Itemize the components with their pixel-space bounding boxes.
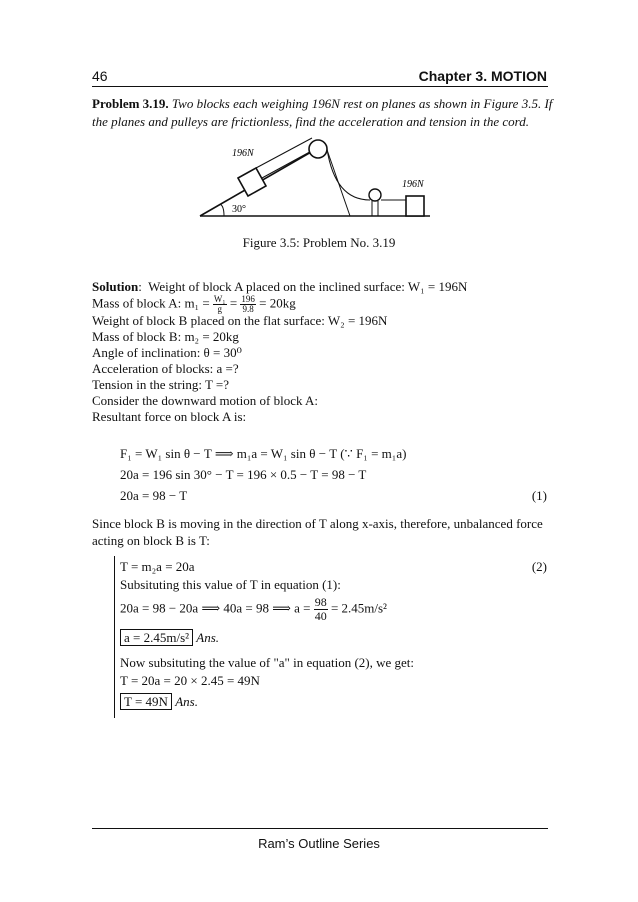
solution-line-3: Weight of block B placed on the flat surface: W₂ = 196N (92, 313, 388, 328)
problem-line-2 (92, 114, 529, 130)
answer-acceleration (120, 630, 219, 646)
solution-lead: Solution (92, 279, 139, 294)
label-block-a: 196N (232, 148, 254, 159)
solution-line-4: Mass of block B: m₂ = 20kg (92, 329, 239, 344)
fraction-w1-g (213, 295, 227, 314)
left-margin-bar (114, 556, 115, 718)
frac-num: 98 (314, 595, 327, 609)
eq5-prefix: 20a = 98 − 20a ⟹ 40a = 98 ⟹ a = (120, 600, 311, 616)
solution-line-9: Resultant force on block A is: (92, 409, 247, 424)
solution-line-7: Tension in the string: T =? (92, 377, 230, 392)
footer-series: Ram’s Outline Series (258, 836, 380, 851)
label-block-b: 196N (402, 179, 424, 190)
problem-line-1 (92, 96, 552, 112)
mass-a-prefix: Mass of block A: m₁ = (92, 295, 210, 311)
problem-label: Problem 3.19. (92, 96, 169, 111)
frac-den: g (217, 304, 222, 314)
substitution-note-1: Subsituting this value of T in equation (1): (120, 577, 341, 592)
mass-a-suffix: = 20kg (259, 295, 296, 311)
equation-6: T = 20a = 20 × 2.45 = 49N (120, 673, 260, 688)
header-rule (92, 86, 548, 87)
equation-3: 20a = 98 − T (120, 488, 188, 503)
footer-rule (92, 828, 548, 829)
equation-4: T = m₂a = 20a (120, 559, 195, 574)
label-angle: 30° (232, 204, 246, 215)
problem-text-2: the planes and pulleys are frictionless, find the acceleration and tension in the cord. (92, 114, 529, 129)
equation-2: 20a = 196 sin 30° − T = 196 × 0.5 − T = 98 − T (120, 467, 367, 482)
frac-num: 196 (241, 294, 255, 304)
figure-caption: Figure 3.5: Problem No. 3.19 (242, 235, 396, 250)
fraction-98-40 (314, 596, 328, 623)
answer-tail-1: Ans. (196, 630, 220, 645)
paragraph-line-2: acting on block B is T: (92, 533, 210, 548)
figure-inclined-plane (190, 130, 440, 230)
solution-line-1: Solution: Weight of block A placed on the inclined surface: W₁ = 196N (92, 279, 468, 294)
solution-line-2: Mass of block A: m₁ = $\frac{\text{W₁}}{g}$ = $\frac{196}{9.8}$ = 20kg (92, 294, 296, 314)
paragraph-line-1: Since block B is moving in the direction of T along x-axis, therefore, unbalanced force (92, 516, 543, 531)
solution-line-5: Angle of inclination: θ = 30⁰ (92, 345, 242, 360)
solution-line-8: Consider the downward motion of block A: (92, 393, 319, 408)
frac-num: W₁ (213, 294, 226, 304)
fraction-196-98 (240, 295, 256, 314)
page-number: 46 (92, 68, 108, 84)
answer-tension (120, 694, 198, 710)
eq5-suffix: = 2.45m/s² (330, 600, 387, 616)
answer-box-acceleration: a = 2.45m/s² (120, 629, 193, 646)
answer-box-tension: T = 49N (120, 693, 172, 710)
equation-number-2: (2) (531, 559, 547, 574)
solution-text-1: Weight of block A placed on the inclined surface: W₁ = 196N (148, 279, 468, 294)
frac-den: 40 (314, 609, 327, 623)
answer-tail-2: Ans. (175, 694, 198, 709)
solution-line-6: Acceleration of blocks: a =? (92, 361, 239, 376)
equation-1: F₁ = W₁ sin θ − T ⟹ m₁a = W₁ sin θ − T (∵ F₁ = m₁a) (120, 446, 407, 461)
equation-number-1: (1) (531, 488, 547, 503)
chapter-title: Chapter 3. MOTION (418, 68, 547, 84)
equation-5 (120, 596, 387, 623)
problem-text-1: Two blocks each weighing 196N rest on planes as shown in Figure 3.5. If (171, 96, 553, 111)
frac-den: 9.8 (242, 304, 254, 314)
substitution-note-2: Now subsituting the value of "a" in equation (2), we get: (120, 655, 415, 670)
